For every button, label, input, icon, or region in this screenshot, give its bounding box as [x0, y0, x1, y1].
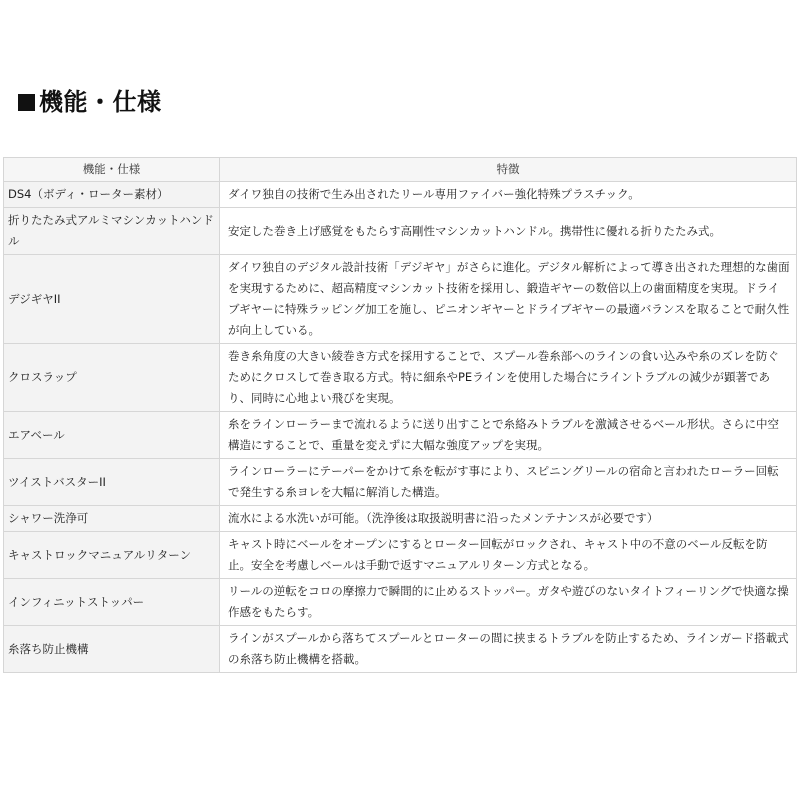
spec-row	[4, 506, 797, 532]
spec-row	[4, 579, 797, 626]
spec-table-header-row	[4, 158, 797, 182]
feature-description: リールの逆転をコロの摩擦力で瞬間的に止めるストッパー。ガタや遊びのないタイトフィーリングで快適な操作感をもたらす。	[220, 579, 797, 626]
square-bullet-icon	[18, 94, 35, 111]
feature-name: エアベール	[4, 412, 220, 459]
feature-name: 折りたたみ式アルミマシンカットハンドル	[4, 208, 220, 255]
feature-description: 巻き糸角度の大きい綾巻き方式を採用することで、スプール巻糸部へのラインの食い込みや糸のズレを防ぐためにクロスして巻き取る方式。特に細糸やPEラインを使用した場合にライントラブルの減少が顕著であり、同時に心地よい飛びを実現。	[220, 344, 797, 412]
spec-row	[4, 344, 797, 412]
spec-row	[4, 626, 797, 673]
feature-name: DS4（ボディ・ローター素材）	[4, 182, 220, 208]
feature-description: 糸をラインローラーまで流れるように送り出すことで糸絡みトラブルを激減させるベール形状。さらに中空構造にすることで、重量を変えずに大幅な強度アップを実現。	[220, 412, 797, 459]
feature-description: ダイワ独自の技術で生み出されたリール専用ファイバー強化特殊プラスチック。	[220, 182, 797, 208]
spec-row	[4, 532, 797, 579]
feature-description: キャスト時にベールをオープンにするとローター回転がロックされ、キャスト中の不意のベール反転を防止。安全を考慮しベールは手動で返すマニュアルリターン方式となる。	[220, 532, 797, 579]
feature-description: ダイワ独自のデジタル設計技術「デジギヤ」がさらに進化。デジタル解析によって導き出された理想的な歯面を実現するために、超高精度マシンカット技術を採用し、鍛造ギヤーの数倍以上の歯面精度を実現。ドライブギヤーに特殊ラッピング加工を施し、ピニオンギヤーとドライブギヤーの最適バランスを取ることで耐久性が向上している。	[220, 255, 797, 344]
feature-name: インフィニットストッパー	[4, 579, 220, 626]
spec-table	[3, 157, 797, 673]
feature-name: ツイストバスターII	[4, 459, 220, 506]
header-description: 特徴	[220, 158, 797, 182]
spec-row	[4, 459, 797, 506]
feature-description: 流水による水洗いが可能。（洗浄後は取扱説明書に沿ったメンテナンスが必要です）	[220, 506, 797, 532]
feature-name: シャワー洗浄可	[4, 506, 220, 532]
header-feature: 機能・仕様	[4, 158, 220, 182]
feature-name: クロスラップ	[4, 344, 220, 412]
feature-description: ラインローラーにテーパーをかけて糸を転がす事により、スピニングリールの宿命と言われたローラー回転で発生する糸ヨレを大幅に解消した構造。	[220, 459, 797, 506]
spec-row	[4, 208, 797, 255]
section-heading-text: 機能・仕様	[39, 88, 162, 116]
feature-name: 糸落ち防止機構	[4, 626, 220, 673]
feature-name: デジギヤII	[4, 255, 220, 344]
feature-description: 安定した巻き上げ感覚をもたらす高剛性マシンカットハンドル。携帯性に優れる折りたたみ式。	[220, 208, 797, 255]
spec-row	[4, 412, 797, 459]
section-heading	[18, 82, 162, 117]
feature-description: ラインがスプールから落ちてスプールとローターの間に挟まるトラブルを防止するため、ラインガード搭載式の糸落ち防止機構を搭載。	[220, 626, 797, 673]
spec-row	[4, 182, 797, 208]
spec-row	[4, 255, 797, 344]
feature-name: キャストロックマニュアルリターン	[4, 532, 220, 579]
